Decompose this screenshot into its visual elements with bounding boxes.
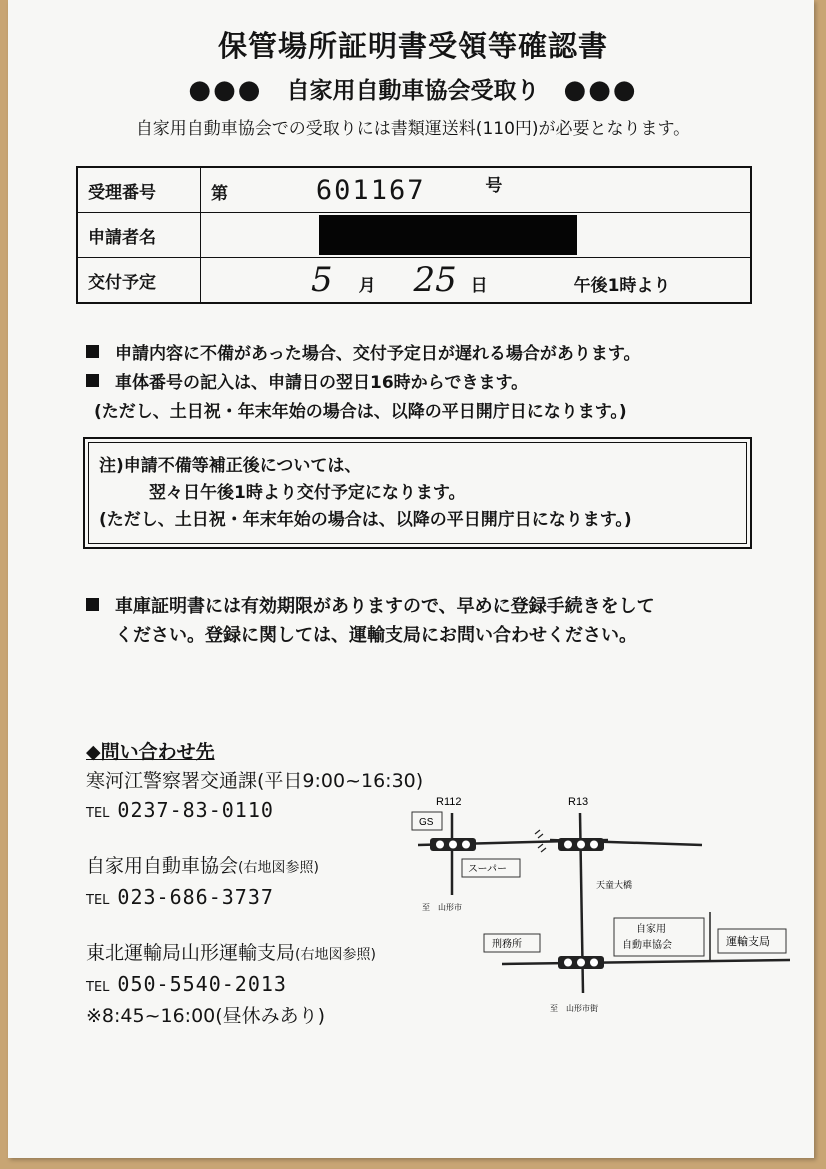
list-item [86, 398, 640, 427]
delivery-date-label: 交付予定 [77, 258, 201, 304]
applicant-name-cell [201, 213, 752, 258]
notice-text: 申請内容に不備があった場合、交付予定日が遅れる場合があります。 [115, 344, 641, 364]
subtitle-text: 自家用自動車協会受取り [286, 78, 540, 104]
traffic-signal-icon [430, 838, 476, 851]
applicant-name-label: 申請者名 [77, 213, 201, 258]
info-table [76, 166, 752, 304]
map-label-to-city-top: 至 山形市 [422, 903, 462, 912]
note-line: 翌々日午後1時より交付予定になります。 [149, 483, 466, 503]
list-item [86, 340, 640, 369]
subtitle-dots-left: ●●● [188, 75, 263, 105]
map-label-gs: GS [419, 817, 434, 828]
month-unit: 月 [358, 276, 376, 296]
pickup-time: 午後1時より [573, 276, 671, 296]
police-name: 寒河江警察署交通課(平日9:00~16:30) [86, 770, 424, 792]
day-value: 25 [413, 260, 457, 300]
assoc-tel [86, 883, 423, 915]
note-box [83, 437, 752, 549]
document-subtitle [0, 72, 826, 105]
location-map [400, 788, 800, 1023]
road-lower [502, 960, 790, 964]
month-value: 5 [311, 260, 333, 300]
receipt-number-label: 受理番号 [77, 167, 201, 213]
map-label-r112: R112 [436, 796, 462, 808]
assoc-name: 自家用自動車協会(右地図参照) [86, 855, 319, 877]
map-label-to-city-bottom: 至 山形市街 [550, 1004, 598, 1013]
traffic-signal-icon [558, 956, 604, 969]
contact-heading: ◆問い合わせ先 [86, 741, 215, 763]
map-label-transport-bureau: 運輸支局 [726, 936, 770, 948]
tel-number: 050-5540-2013 [117, 972, 287, 996]
table-row [77, 258, 751, 304]
expiry-line: 車庫証明書には有効期限がありますので、早めに登録手続きをして [115, 596, 655, 617]
expiry-line: ください。登録に関しては、運輸支局にお問い合わせください。 [115, 625, 637, 646]
notice-list [86, 340, 640, 427]
delivery-date-cell [201, 258, 752, 304]
bullet-square-icon [86, 374, 99, 387]
tel-number: 0237-83-0110 [117, 798, 274, 822]
bullet-square-icon [86, 598, 99, 611]
tel-prefix: TEL [86, 893, 110, 908]
map-label-assoc-line1: 自家用 [636, 924, 666, 935]
tel-prefix: TEL [86, 980, 110, 995]
table-row [77, 213, 751, 258]
bullet-square-icon [86, 345, 99, 358]
receipt-prefix: 第 [211, 183, 228, 204]
police-tel [86, 796, 423, 828]
bureau-name: 東北運輸局山形運輸支局(右地図参照) [86, 942, 376, 964]
expiry-notice [86, 592, 655, 650]
traffic-signal-icon [558, 838, 604, 851]
map-label-r13: R13 [568, 796, 589, 808]
fee-note: 自家用自動車協会での受取りには書類運送料(110円)が必要となります。 [135, 119, 691, 139]
table-row [77, 167, 751, 213]
map-label-assoc-line2: 自動車協会 [622, 940, 672, 951]
map-reference: (右地図参照) [238, 860, 319, 876]
notice-text: (ただし、土日祝・年末年始の場合は、以降の平日開庁日になります。) [94, 402, 627, 422]
contact-section [86, 738, 423, 1031]
list-item [86, 369, 640, 398]
office-hours: ※8:45~16:00(昼休みあり) [86, 1005, 326, 1027]
note-line: 注)申請不備等補正後については、 [99, 456, 362, 476]
map-reference: (右地図参照) [295, 947, 376, 963]
notice-text: 車体番号の記入は、申請日の翌日16時からできます。 [115, 373, 529, 393]
bureau-tel [86, 970, 423, 1002]
note-line: (ただし、土日祝・年末年始の場合は、以降の平日開庁日になります。) [99, 510, 632, 530]
redacted-name-block [319, 215, 577, 255]
receipt-suffix: 号 [485, 175, 503, 196]
day-unit: 日 [470, 276, 488, 296]
tel-number: 023-686-3737 [117, 885, 274, 909]
document-title: 保管場所証明書受領等確認書 [217, 29, 608, 63]
map-label-prison: 刑務所 [492, 939, 522, 950]
tel-prefix: TEL [86, 806, 110, 821]
map-label-bridge: 天童大橋 [596, 880, 633, 890]
receipt-number-value: 601167 [315, 174, 426, 206]
subtitle-dots-right: ●●● [563, 75, 638, 105]
map-label-supermarket: スーパー [468, 864, 507, 875]
receipt-number-cell [201, 167, 752, 213]
